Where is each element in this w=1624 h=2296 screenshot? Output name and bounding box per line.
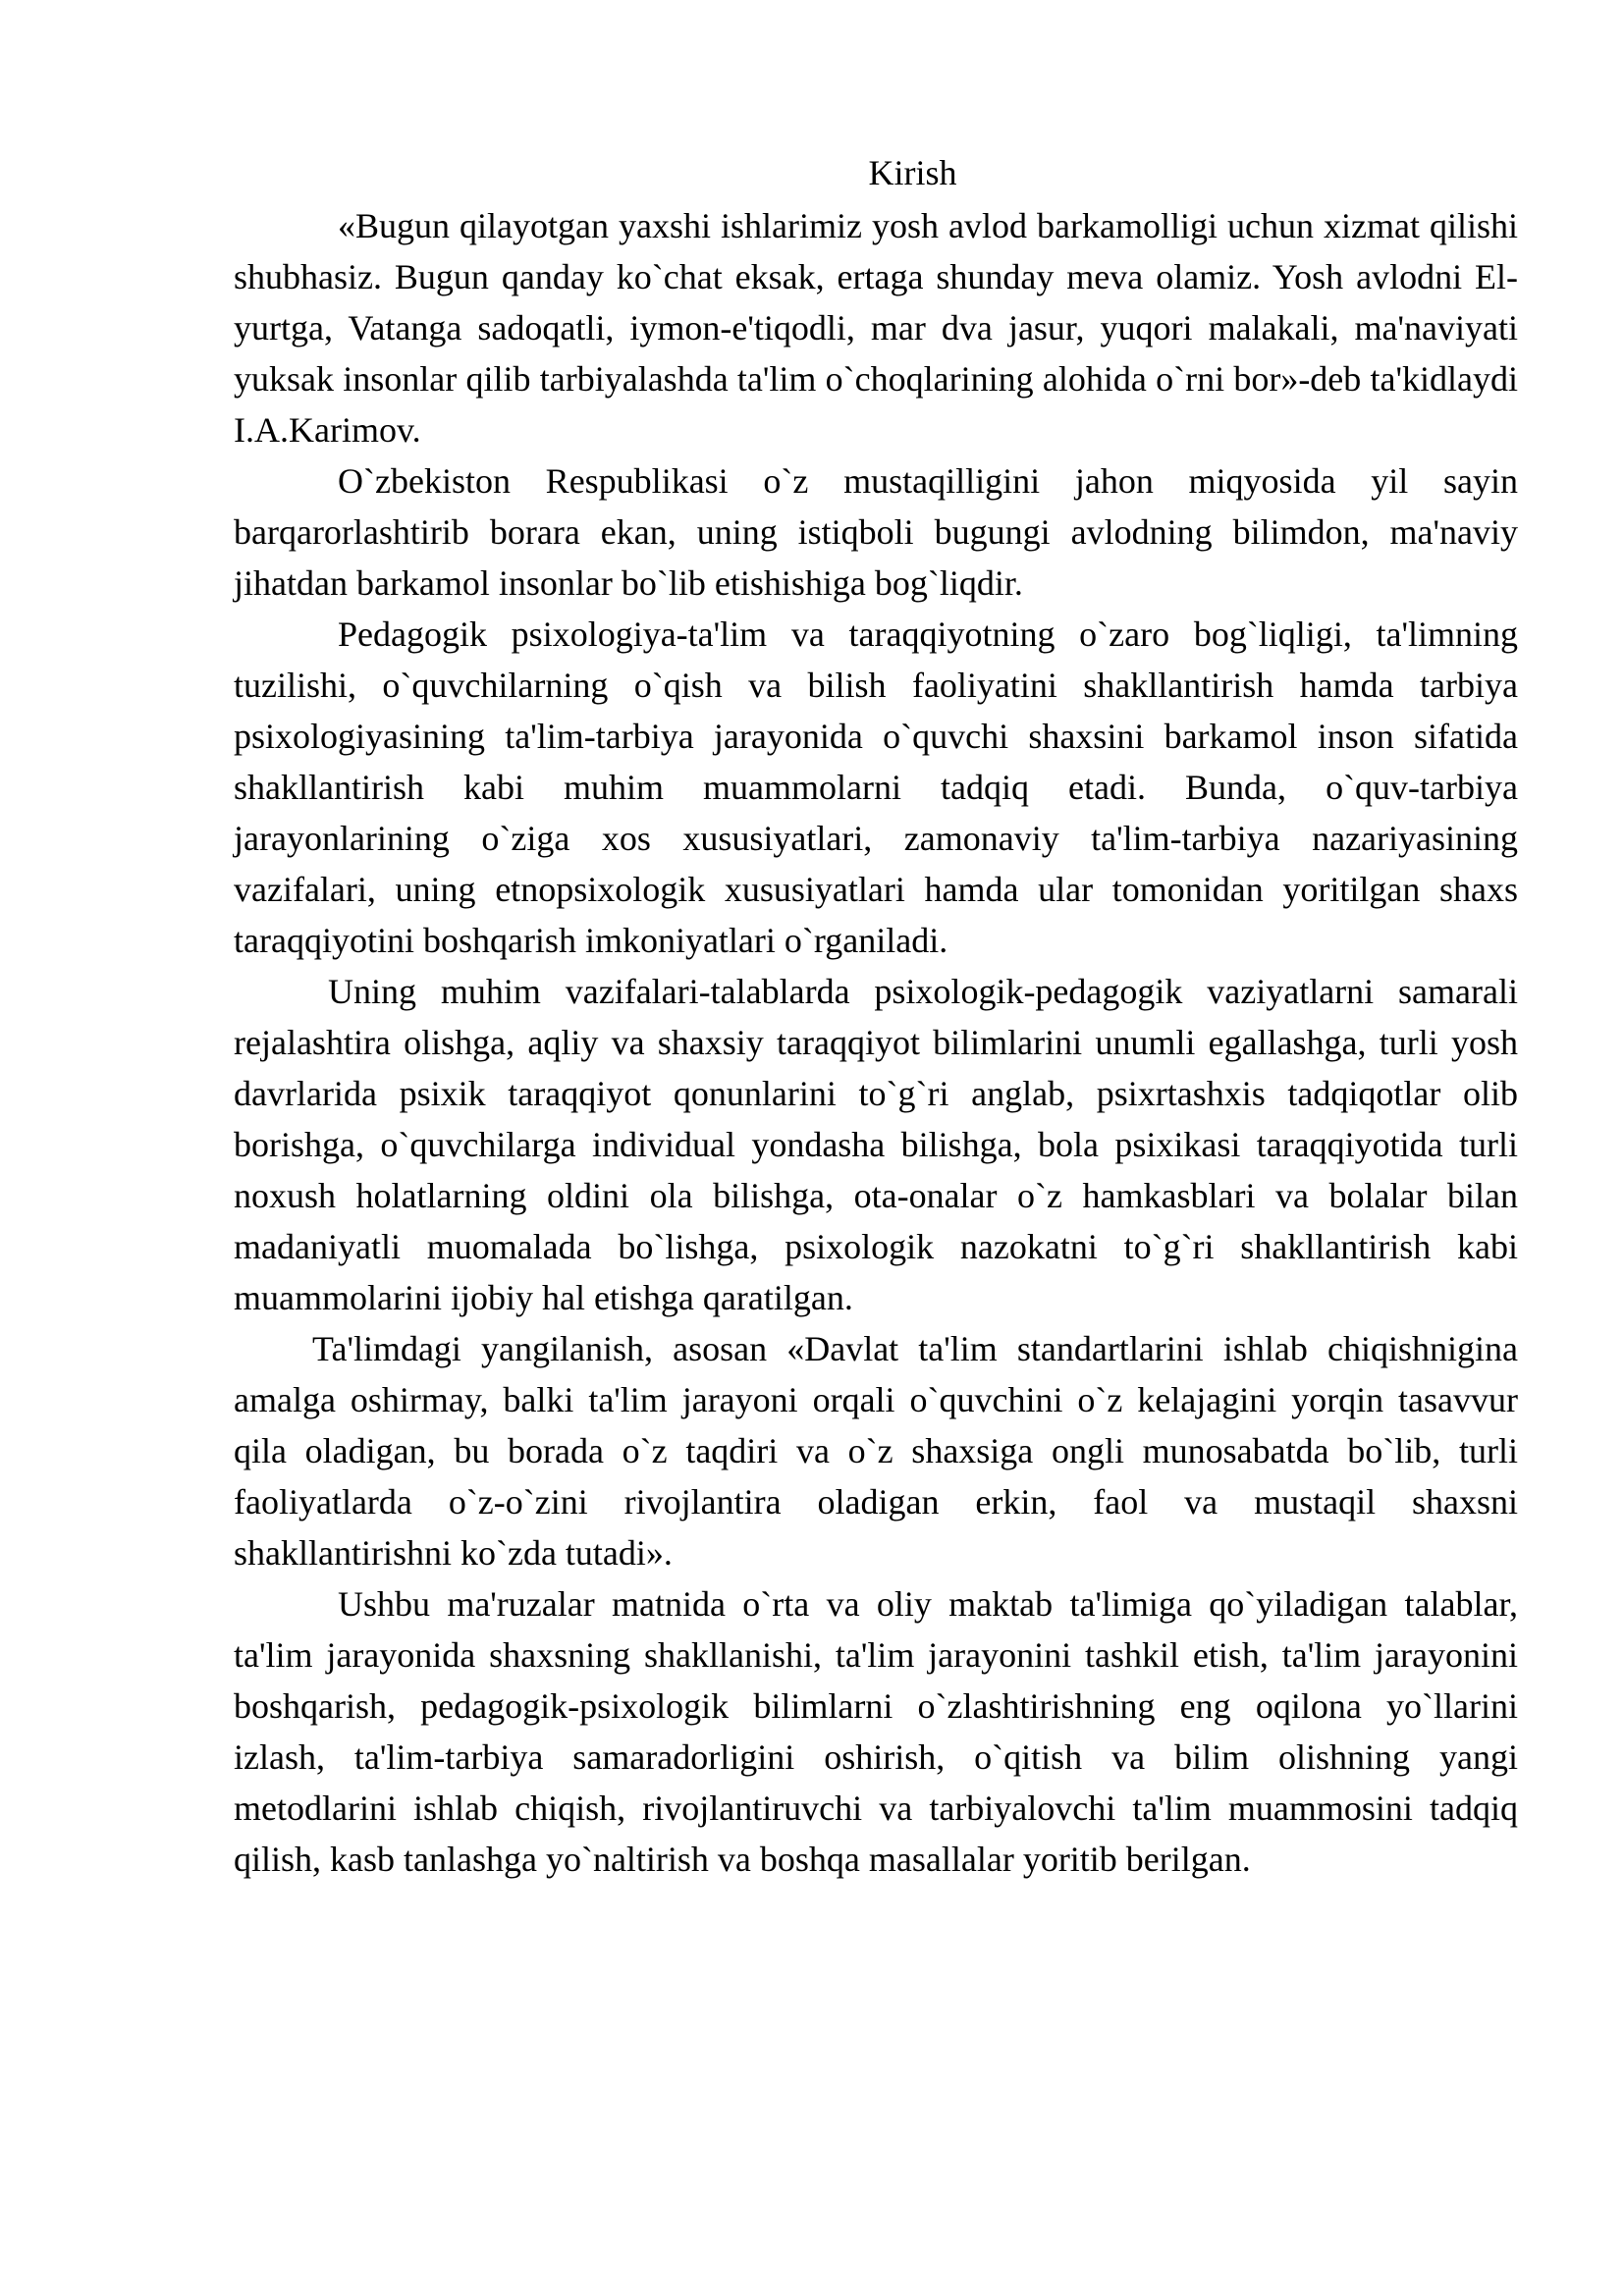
document-page xyxy=(234,147,1518,1885)
paragraph-6: Ushbu ma'ruzalar matnida o`rta va oliy maktab ta'limiga qo`yiladigan talablar, ta'lim jarayonida shaxsning shakllanishi, ta'lim jarayonini tashkil etish, ta'lim jarayonini boshqarish, pedagogik-psixologik bilimlarni o`zlashtirishning eng oqilona yo`llarini izlash, ta'lim-tarbiya samaradorligini oshirish, o`qitish va bilim olishning yangi metodlarini ishlab chiqish, rivojlantiruvchi va tarbiyalovchi ta'lim muammosini tadqiq qilish, kasb tanlashga yo`naltirish va boshqa masallalar yoritib berilgan. xyxy=(234,1584,1518,1879)
paragraph-3: Pedagogik psixologiya-ta'lim va taraqqiyotning o`zaro bog`liqligi, ta'limning tuzilishi, o`quvchilarning o`qish va bilish faoliyatini shakllantirish hamda tarbiya psixologiyasining ta'lim-tarbiya jarayonida o`quvchi shaxsini barkamol inson sifatida shakllantirish kabi muhim muammolarni tadqiq etadi. Bunda, o`quv-tarbiya jarayonlarining o`ziga xos xususiyatlari, zamonaviy ta'lim-tarbiya nazariyasining vazifalari, uning etnopsixologik xususiyatlari hamda ular tomonidan yoritilgan shaxs taraqqiyotini boshqarish imkoniyatlari o`rganiladi. xyxy=(234,614,1518,960)
document-title: Kirish xyxy=(868,153,957,192)
paragraph-4: Uning muhim vazifalari-talablarda psixologik-pedagogik vaziyatlarni samarali rejalashtira olishga, aqliy va shaxsiy taraqqiyot bilimlarini unumli egallashga, turli yosh davrlarida psixik taraqqiyot qonunlarini to`g`ri anglab, psixrtashxis tadqiqotlar olib borishga, o`quvchilarga individual yondasha bilishga, bola psixikasi taraqqiyotida turli noxush holatlarning oldini ola bilishga, ota-onalar o`z hamkasblari va bolalar bilan madaniyatli muomalada bo`lishga, psixologik nazokatni to`g`ri shakllantirish kabi muammolarini ijobiy hal etishga qaratilgan. xyxy=(234,972,1518,1317)
paragraph-2: O`zbekiston Respublikasi o`z mustaqilligini jahon miqyosida yil sayin barqarorlashtirib borara ekan, uning istiqboli bugungi avlodning bilimdon, ma'naviy jihatdan barkamol insonlar bo`lib etishishiga bog`liqdir. xyxy=(234,461,1518,603)
paragraph-1: «Bugun qilayotgan yaxshi ishlarimiz yosh avlod barkamolligi uchun xizmat qilishi shubhasiz. Bugun qanday ko`chat eksak, ertaga shunday meva olamiz. Yosh avlodni El-yurtga, Vatanga sadoqatli, iymon-e'tiqodli, mar dva jasur, yuqori malakali, ma'naviyati yuksak insonlar qilib tarbiyalashda ta'lim o`choqlarining alohida o`rni bor»-deb ta'kidlaydi I.A.Karimov. xyxy=(234,206,1518,450)
paragraph-5: Ta'limdagi yangilanish, asosan «Davlat ta'lim standartlarini ishlab chiqishnigina amalga oshirmay, balki ta'lim jarayoni orqali o`quvchini o`z kelajagini yorqin tasavvur qila oladigan, bu borada o`z taqdiri va o`z shaxsiga ongli munosabatda bo`lib, turli faoliyatlarda o`z-o`zini rivojlantira oladigan erkin, faol va mustaqil shaxsni shakllantirishni ko`zda tutadi». xyxy=(234,1329,1518,1573)
